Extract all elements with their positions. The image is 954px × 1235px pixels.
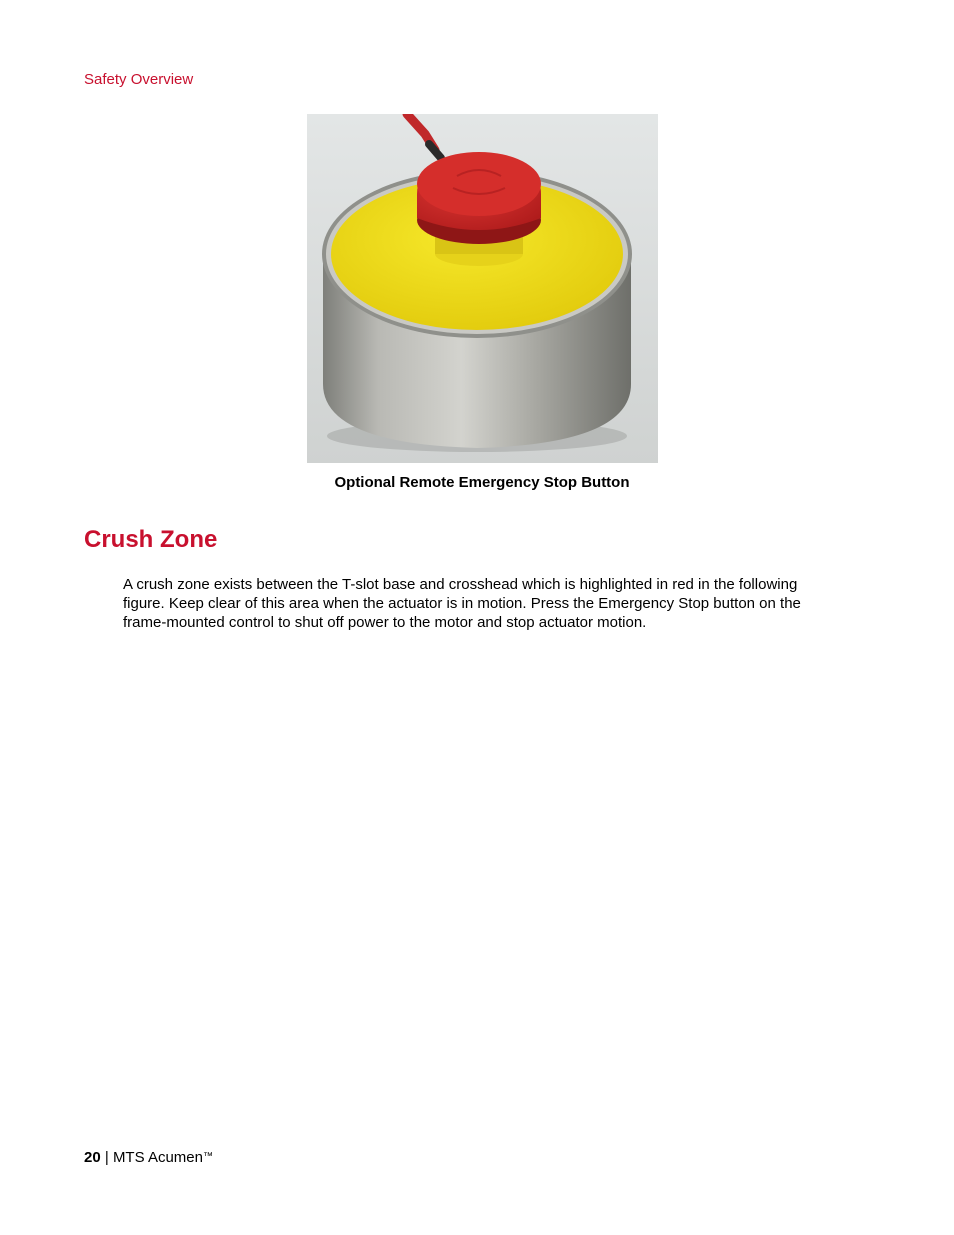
footer-separator: | — [104, 1149, 109, 1166]
emergency-stop-photo — [307, 114, 658, 463]
page-footer — [84, 1149, 213, 1167]
running-header: Safety Overview — [84, 71, 194, 88]
figure-caption: Optional Remote Emergency Stop Button — [334, 474, 630, 491]
page-number: 20 — [84, 1149, 101, 1166]
section-title: Crush Zone — [84, 526, 218, 553]
body-paragraph: A crush zone exists between the T-slot base and crosshead which is highlighted in red in the following figure. Keep clear of this area when the actuator is in motion. Press the Emergency Stop button on the frame-mounted control to shut off power to the motor and stop actuator motion. — [123, 576, 801, 631]
product-name: MTS Acumen — [112, 1149, 203, 1166]
trademark-symbol: ™ — [202, 1151, 213, 1162]
